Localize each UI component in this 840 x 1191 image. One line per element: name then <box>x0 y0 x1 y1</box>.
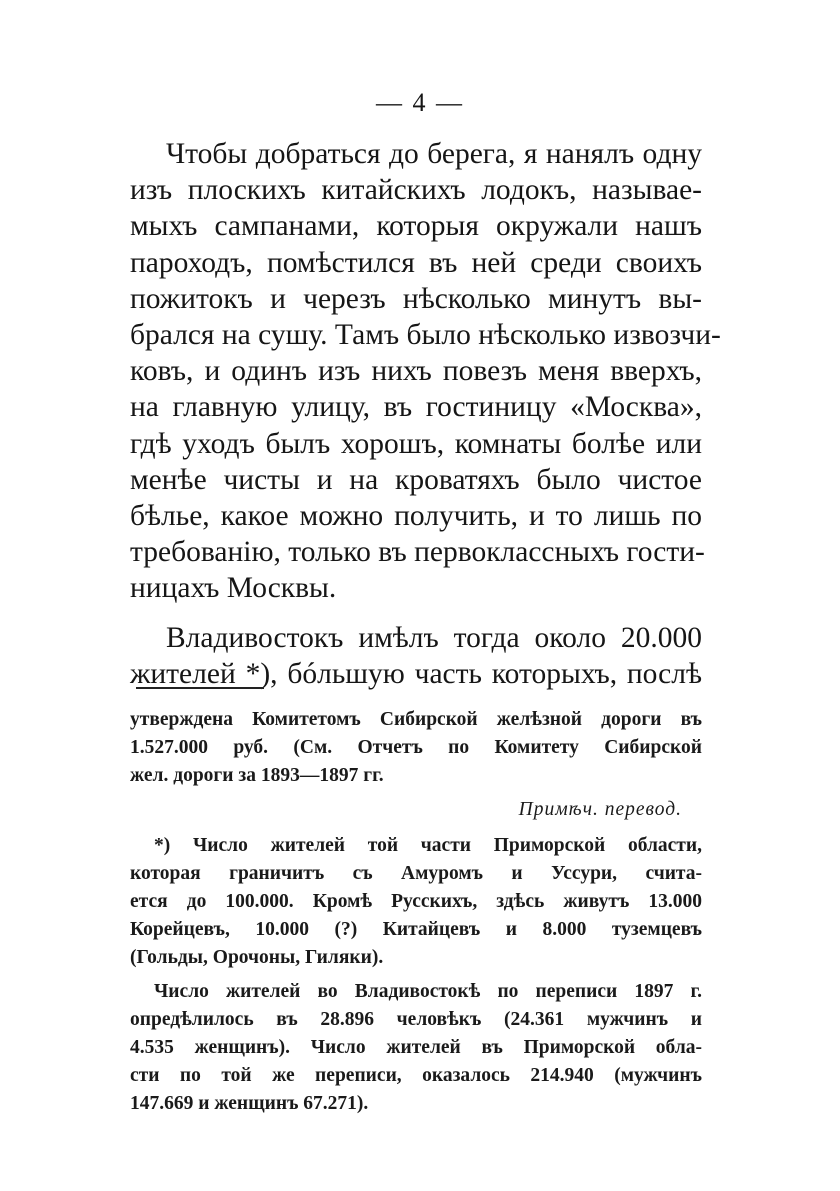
paragraph-2 <box>130 620 702 692</box>
main-text <box>130 136 721 692</box>
footnote-line: (Гольды, Орочоны, Гиляки). <box>130 947 384 968</box>
page-number: — 4 — <box>376 88 464 117</box>
footnote-line: утверждена Комитетомъ Сибирской желѣзной дороги въ <box>130 709 702 730</box>
text-line: пароходъ, помѣстился въ ней среди своихъ <box>130 246 702 279</box>
footnote-line: Число жителей во Владивостокѣ по переписи 1897 г. <box>154 981 702 1002</box>
footnote-line: 4.535 женщинъ). Число жителей въ Приморской обла- <box>130 1037 702 1058</box>
footnote-line: опредѣлилось въ 28.896 человѣкъ (24.361 мужчинъ и <box>130 1009 702 1030</box>
text-line: менѣе чисты и на кроватяхъ было чистое <box>130 463 702 496</box>
footnote-line: 147.669 и женщинъ 67.271). <box>130 1093 369 1114</box>
text-line: ковъ, и одинъ изъ нихъ повезъ меня вверхъ, <box>130 355 702 388</box>
text-line: бѣлье, какое можно получить, и то лишь по <box>130 500 702 533</box>
translator-note-signature: Примѣч. перевод. <box>518 799 682 820</box>
text-line: изъ плоскихъ китайскихъ лодокъ, называе- <box>130 174 702 207</box>
text-line: Чтобы добраться до берега, я нанялъ одну <box>166 138 702 170</box>
footnote-line: *) Число жителей той части Приморской области, <box>154 835 702 856</box>
footnote-divider <box>136 687 264 689</box>
text-line: пожитокъ и черезъ нѣсколько минутъ вы- <box>130 282 702 315</box>
text-line: ницахъ Москвы. <box>130 572 337 605</box>
footnote-line: ется до 100.000. Кромѣ Русскихъ, здѣсь живутъ 13.000 <box>130 891 702 912</box>
text-line: брался на сушу. Тамъ было нѣсколько извозчи- <box>130 319 721 352</box>
text-line: жителей *), бóльшую часть которыхъ, послѣ <box>130 657 702 690</box>
footnote-census <box>130 978 702 1118</box>
text-line: гдѣ уходъ былъ хорошъ, комнаты болѣе или <box>130 427 702 460</box>
footnote-continuation <box>130 706 702 824</box>
paragraph-1 <box>130 136 721 607</box>
footnote-line: сти по той же переписи, оказалось 214.940 (мужчинъ <box>130 1065 702 1086</box>
text-line: Владивостокъ имѣлъ тогда около 20.000 <box>166 621 702 654</box>
footnote-line: Корейцевъ, 10.000 (?) Китайцевъ и 8.000 туземцевъ <box>130 919 702 940</box>
footnote-star <box>130 832 702 972</box>
text-line: мыхъ сампанами, которыя окружали нашъ <box>130 210 702 243</box>
text-line: на главную улицу, въ гостиницу «Москва», <box>130 391 702 424</box>
footnote-line: которая граничитъ съ Амуромъ и Уссури, счита- <box>130 863 702 884</box>
footnote-line: 1.527.000 руб. (См. Отчетъ по Комитету Сибирской <box>130 737 702 758</box>
footnotes <box>130 706 702 1124</box>
text-line: требованію, только въ первоклассныхъ гости- <box>130 536 705 569</box>
footnote-line: жел. дороги за 1893—1897 гг. <box>130 765 384 786</box>
